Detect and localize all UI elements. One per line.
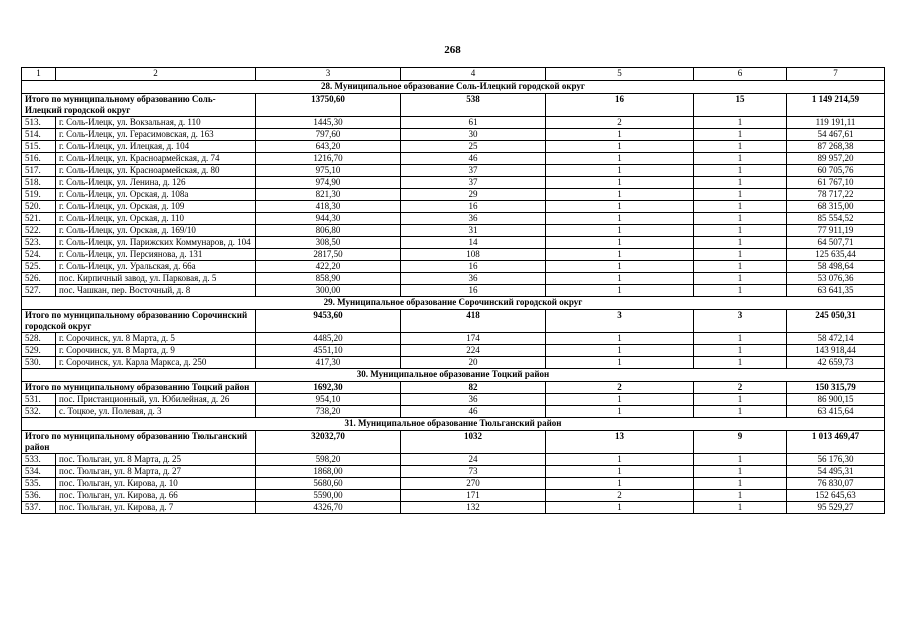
section-title: 29. Муниципальное образование Сорочинский городской округ [22, 297, 885, 310]
row-address: г. Соль-Илецк, ул. Орская, д. 110 [56, 213, 256, 225]
row-number: 521. [22, 213, 56, 225]
row-col5: 1 [546, 213, 694, 225]
row-col5: 1 [546, 201, 694, 213]
row-cost: 54 495,31 [787, 466, 885, 478]
row-area: 974,90 [256, 177, 401, 189]
row-col5: 1 [546, 177, 694, 189]
row-cost: 53 076,36 [787, 273, 885, 285]
row-col6: 1 [694, 406, 787, 418]
row-area: 422,20 [256, 261, 401, 273]
row-address: с. Тоцкое, ул. Полевая, д. 3 [56, 406, 256, 418]
row-cost: 87 268,38 [787, 141, 885, 153]
header-cell: 6 [694, 68, 787, 81]
row-address: г. Соль-Илецк, ул. Персиянова, д. 131 [56, 249, 256, 261]
row-area: 5680,60 [256, 478, 401, 490]
total-c5: 13 [546, 431, 694, 454]
row-col5: 1 [546, 141, 694, 153]
row-residents: 14 [401, 237, 546, 249]
table-row [22, 177, 885, 189]
row-residents: 25 [401, 141, 546, 153]
row-residents: 61 [401, 117, 546, 129]
row-col5: 1 [546, 285, 694, 297]
row-col5: 1 [546, 165, 694, 177]
row-col6: 1 [694, 129, 787, 141]
row-address: г. Соль-Илецк, ул. Орская, д. 169/10 [56, 225, 256, 237]
row-cost: 95 529,27 [787, 502, 885, 514]
row-col6: 1 [694, 201, 787, 213]
row-area: 598,20 [256, 454, 401, 466]
total-c3: 13750,60 [256, 94, 401, 117]
row-col5: 1 [546, 261, 694, 273]
row-number: 526. [22, 273, 56, 285]
row-cost: 85 554,52 [787, 213, 885, 225]
table-row [22, 273, 885, 285]
row-number: 528. [22, 333, 56, 345]
row-residents: 16 [401, 261, 546, 273]
row-cost: 63 641,35 [787, 285, 885, 297]
table-row [22, 165, 885, 177]
row-number: 523. [22, 237, 56, 249]
row-col6: 1 [694, 285, 787, 297]
row-area: 5590,00 [256, 490, 401, 502]
row-address: пос. Пристанционный, ул. Юбилейная, д. 26 [56, 394, 256, 406]
total-c7: 1 149 214,59 [787, 94, 885, 117]
row-residents: 16 [401, 201, 546, 213]
row-residents: 36 [401, 273, 546, 285]
row-area: 308,50 [256, 237, 401, 249]
row-col5: 1 [546, 345, 694, 357]
row-residents: 37 [401, 165, 546, 177]
row-number: 520. [22, 201, 56, 213]
total-c3: 1692,30 [256, 382, 401, 394]
row-residents: 37 [401, 177, 546, 189]
row-number: 516. [22, 153, 56, 165]
table-row [22, 117, 885, 129]
row-residents: 270 [401, 478, 546, 490]
row-cost: 78 717,22 [787, 189, 885, 201]
row-address: г. Соль-Илецк, ул. Илецкая, д. 104 [56, 141, 256, 153]
row-number: 534. [22, 466, 56, 478]
row-col6: 1 [694, 261, 787, 273]
row-number: 515. [22, 141, 56, 153]
row-cost: 61 767,10 [787, 177, 885, 189]
section-total-row [22, 382, 885, 394]
row-address: пос. Кирпичный завод, ул. Парковая, д. 5 [56, 273, 256, 285]
total-c6: 15 [694, 94, 787, 117]
total-name: Итого по муниципальному образованию Соль-Илецкий городской округ [22, 94, 256, 117]
row-number: 519. [22, 189, 56, 201]
total-c5: 3 [546, 310, 694, 333]
total-name: Итого по муниципальному образованию Тоцкий район [22, 382, 256, 394]
row-cost: 42 659,73 [787, 357, 885, 369]
section-title-row [22, 369, 885, 382]
row-area: 954,10 [256, 394, 401, 406]
row-residents: 108 [401, 249, 546, 261]
row-col6: 1 [694, 394, 787, 406]
row-address: г. Соль-Илецк, ул. Уральская, д. 66а [56, 261, 256, 273]
row-number: 537. [22, 502, 56, 514]
row-area: 2817,50 [256, 249, 401, 261]
row-number: 514. [22, 129, 56, 141]
header-cell: 5 [546, 68, 694, 81]
row-col6: 1 [694, 333, 787, 345]
row-col6: 1 [694, 466, 787, 478]
row-residents: 73 [401, 466, 546, 478]
row-number: 536. [22, 490, 56, 502]
table-row [22, 189, 885, 201]
table-row [22, 478, 885, 490]
table-row [22, 345, 885, 357]
page-number: 268 [444, 44, 461, 56]
row-col5: 1 [546, 406, 694, 418]
row-number: 527. [22, 285, 56, 297]
row-cost: 125 635,44 [787, 249, 885, 261]
total-c5: 16 [546, 94, 694, 117]
row-area: 418,30 [256, 201, 401, 213]
section-title: 28. Муниципальное образование Соль-Илецкий городской округ [22, 81, 885, 94]
row-residents: 36 [401, 213, 546, 225]
row-number: 525. [22, 261, 56, 273]
row-col5: 1 [546, 502, 694, 514]
row-area: 975,10 [256, 165, 401, 177]
header-cell: 3 [256, 68, 401, 81]
row-number: 533. [22, 454, 56, 466]
row-address: г. Соль-Илецк, ул. Красноармейская, д. 80 [56, 165, 256, 177]
total-name: Итого по муниципальному образованию Тюльганский район [22, 431, 256, 454]
total-name: Итого по муниципальному образованию Сорочинский городской округ [22, 310, 256, 333]
row-residents: 132 [401, 502, 546, 514]
row-cost: 86 900,15 [787, 394, 885, 406]
table-row [22, 466, 885, 478]
table-row [22, 225, 885, 237]
row-col5: 1 [546, 129, 694, 141]
row-address: г. Соль-Илецк, ул. Герасимовская, д. 163 [56, 129, 256, 141]
header-cell: 4 [401, 68, 546, 81]
row-number: 530. [22, 357, 56, 369]
row-col5: 2 [546, 117, 694, 129]
row-area: 797,60 [256, 129, 401, 141]
row-address: пос. Тюльган, ул. 8 Марта, д. 27 [56, 466, 256, 478]
section-title-row [22, 418, 885, 431]
row-area: 738,20 [256, 406, 401, 418]
row-residents: 171 [401, 490, 546, 502]
row-residents: 224 [401, 345, 546, 357]
row-col5: 1 [546, 454, 694, 466]
row-area: 1868,00 [256, 466, 401, 478]
data-table [21, 67, 885, 514]
row-col5: 1 [546, 478, 694, 490]
row-area: 4326,70 [256, 502, 401, 514]
row-residents: 20 [401, 357, 546, 369]
table-row [22, 237, 885, 249]
row-col6: 1 [694, 502, 787, 514]
row-number: 513. [22, 117, 56, 129]
row-cost: 68 315,00 [787, 201, 885, 213]
row-area: 300,00 [256, 285, 401, 297]
table-row [22, 249, 885, 261]
table-row [22, 502, 885, 514]
row-cost: 119 191,11 [787, 117, 885, 129]
row-area: 944,30 [256, 213, 401, 225]
row-area: 643,20 [256, 141, 401, 153]
section-title: 30. Муниципальное образование Тоцкий район [22, 369, 885, 382]
row-col6: 1 [694, 345, 787, 357]
table-row [22, 213, 885, 225]
row-col6: 1 [694, 225, 787, 237]
row-area: 1216,70 [256, 153, 401, 165]
total-c4: 538 [401, 94, 546, 117]
table-body [22, 68, 885, 514]
row-col5: 1 [546, 249, 694, 261]
row-residents: 29 [401, 189, 546, 201]
row-residents: 16 [401, 285, 546, 297]
row-col6: 1 [694, 454, 787, 466]
row-address: пос. Тюльган, ул. Кирова, д. 66 [56, 490, 256, 502]
table-row [22, 406, 885, 418]
row-col6: 1 [694, 177, 787, 189]
row-address: г. Сорочинск, ул. Карла Маркса, д. 250 [56, 357, 256, 369]
table-row [22, 454, 885, 466]
row-address: г. Сорочинск, ул. 8 Марта, д. 5 [56, 333, 256, 345]
section-total-row [22, 94, 885, 117]
row-area: 4485,20 [256, 333, 401, 345]
row-col5: 1 [546, 357, 694, 369]
row-col6: 1 [694, 249, 787, 261]
row-col5: 1 [546, 225, 694, 237]
row-address: г. Соль-Илецк, ул. Парижских Коммунаров, д. 104 [56, 237, 256, 249]
row-address: пос. Тюльган, ул. Кирова, д. 7 [56, 502, 256, 514]
row-address: г. Соль-Илецк, ул. Орская, д. 109 [56, 201, 256, 213]
section-title-row [22, 81, 885, 94]
row-col5: 1 [546, 189, 694, 201]
table-row [22, 141, 885, 153]
row-col5: 1 [546, 394, 694, 406]
table-row [22, 129, 885, 141]
total-c3: 9453,60 [256, 310, 401, 333]
row-number: 532. [22, 406, 56, 418]
total-c6: 9 [694, 431, 787, 454]
total-c4: 1032 [401, 431, 546, 454]
row-area: 806,80 [256, 225, 401, 237]
row-cost: 77 911,19 [787, 225, 885, 237]
row-col5: 1 [546, 153, 694, 165]
row-col6: 1 [694, 273, 787, 285]
row-col6: 1 [694, 117, 787, 129]
total-c5: 2 [546, 382, 694, 394]
row-col6: 1 [694, 141, 787, 153]
table-row [22, 153, 885, 165]
row-cost: 76 830,07 [787, 478, 885, 490]
header-row [22, 68, 885, 81]
total-c6: 3 [694, 310, 787, 333]
row-col6: 1 [694, 357, 787, 369]
row-cost: 54 467,61 [787, 129, 885, 141]
table-row [22, 490, 885, 502]
row-address: пос. Тюльган, ул. Кирова, д. 10 [56, 478, 256, 490]
row-col5: 1 [546, 273, 694, 285]
row-address: г. Соль-Илецк, ул. Красноармейская, д. 74 [56, 153, 256, 165]
total-c6: 2 [694, 382, 787, 394]
row-area: 4551,10 [256, 345, 401, 357]
table-row [22, 394, 885, 406]
row-col6: 1 [694, 213, 787, 225]
row-residents: 46 [401, 153, 546, 165]
row-address: г. Соль-Илецк, ул. Вокзальная, д. 110 [56, 117, 256, 129]
row-col5: 1 [546, 466, 694, 478]
total-c4: 82 [401, 382, 546, 394]
row-cost: 89 957,20 [787, 153, 885, 165]
row-number: 524. [22, 249, 56, 261]
total-c7: 245 050,31 [787, 310, 885, 333]
total-c7: 150 315,79 [787, 382, 885, 394]
row-col5: 1 [546, 237, 694, 249]
row-address: г. Сорочинск, ул. 8 Марта, д. 9 [56, 345, 256, 357]
total-c4: 418 [401, 310, 546, 333]
section-total-row [22, 310, 885, 333]
row-residents: 31 [401, 225, 546, 237]
header-cell: 2 [56, 68, 256, 81]
row-cost: 143 918,44 [787, 345, 885, 357]
row-address: г. Соль-Илецк, ул. Орская, д. 108а [56, 189, 256, 201]
table-row [22, 285, 885, 297]
row-number: 529. [22, 345, 56, 357]
row-area: 1445,30 [256, 117, 401, 129]
table-row [22, 261, 885, 273]
header-cell: 1 [22, 68, 56, 81]
row-cost: 64 507,71 [787, 237, 885, 249]
row-residents: 174 [401, 333, 546, 345]
row-address: пос. Чашкан, пер. Восточный, д. 8 [56, 285, 256, 297]
row-col6: 1 [694, 490, 787, 502]
row-residents: 46 [401, 406, 546, 418]
row-col6: 1 [694, 165, 787, 177]
table-row [22, 357, 885, 369]
row-number: 517. [22, 165, 56, 177]
row-col6: 1 [694, 478, 787, 490]
row-col6: 1 [694, 237, 787, 249]
table-row [22, 333, 885, 345]
row-cost: 63 415,64 [787, 406, 885, 418]
row-cost: 60 705,76 [787, 165, 885, 177]
row-residents: 30 [401, 129, 546, 141]
total-c3: 32032,70 [256, 431, 401, 454]
row-number: 522. [22, 225, 56, 237]
row-residents: 36 [401, 394, 546, 406]
row-number: 518. [22, 177, 56, 189]
row-col6: 1 [694, 189, 787, 201]
row-cost: 58 472,14 [787, 333, 885, 345]
row-residents: 24 [401, 454, 546, 466]
row-cost: 58 498,64 [787, 261, 885, 273]
row-col6: 1 [694, 153, 787, 165]
row-area: 858,90 [256, 273, 401, 285]
row-number: 535. [22, 478, 56, 490]
total-c7: 1 013 469,47 [787, 431, 885, 454]
row-cost: 56 176,30 [787, 454, 885, 466]
section-title: 31. Муниципальное образование Тюльганский район [22, 418, 885, 431]
row-address: г. Соль-Илецк, ул. Ленина, д. 126 [56, 177, 256, 189]
row-col5: 2 [546, 490, 694, 502]
row-cost: 152 645,63 [787, 490, 885, 502]
table-row [22, 201, 885, 213]
row-col5: 1 [546, 333, 694, 345]
header-cell: 7 [787, 68, 885, 81]
section-total-row [22, 431, 885, 454]
row-area: 417,30 [256, 357, 401, 369]
row-area: 821,30 [256, 189, 401, 201]
section-title-row [22, 297, 885, 310]
row-number: 531. [22, 394, 56, 406]
row-address: пос. Тюльган, ул. 8 Марта, д. 25 [56, 454, 256, 466]
